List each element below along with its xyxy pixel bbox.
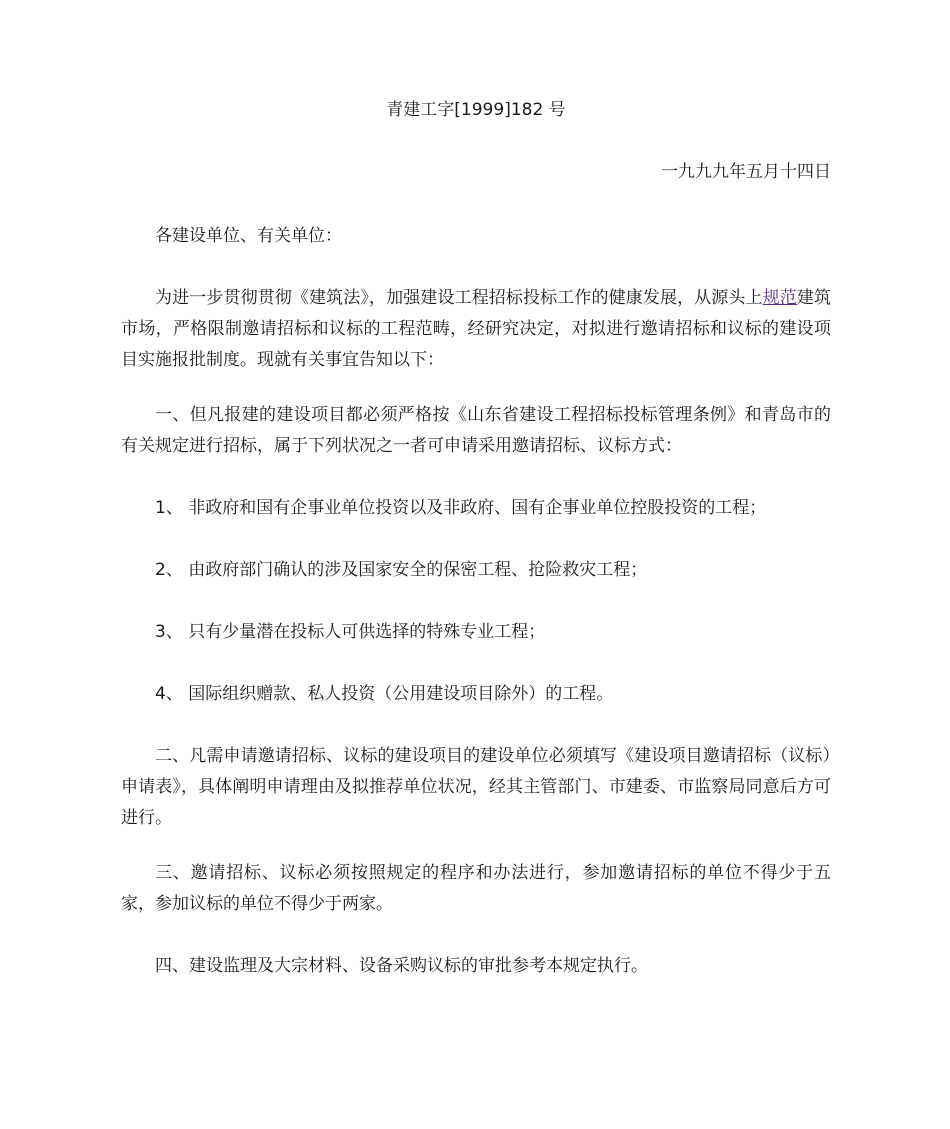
intro-paragraph xyxy=(121,283,831,376)
intro-text-before-link: 为进一步贯彻贯彻《建筑法》，加强建设工程招标投标工作的健康发展，从源头上 xyxy=(155,288,763,308)
section-2-paragraph: 二、凡需申请邀请招标、议标的建设项目的建设单位必须填写《建设项目邀请招标（议标）申请表》，具体阐明申请理由及拟推荐单位状况，经其主管部门、市建委、市监察局同意后方可进行。 xyxy=(121,746,831,828)
list-item-1: 1、 非政府和国有企事业单位投资以及非政府、国有企事业单位控股投资的工程； xyxy=(155,498,767,518)
intro-text-after-link: 建筑市场，严格限制邀请招标和议标的工程范畴，经研究决定，对拟进行邀请招标和议标的建设项目实施报批制度。现就有关事宜告知以下： xyxy=(121,288,832,370)
document-number: 青建工字[1999]182 号 xyxy=(386,100,566,120)
list-item-4: 4、 国际组织赠款、私人投资（公用建设项目除外）的工程。 xyxy=(155,684,614,704)
section-1-paragraph: 一、但凡报建的建设项目都必须严格按《山东省建设工程招标投标管理条例》和青岛市的有关规定进行招标，属于下列状况之一者可申请采用邀请招标、议标方式： xyxy=(121,405,831,456)
glossary-link[interactable]: 规范 xyxy=(762,288,797,308)
list-item-3: 3、 只有少量潜在投标人可供选择的特殊专业工程； xyxy=(155,622,546,642)
list-item-2: 2、 由政府部门确认的涉及国家安全的保密工程、抢险救灾工程； xyxy=(155,560,648,580)
section-3-paragraph: 三、邀请招标、议标必须按照规定的程序和办法进行，参加邀请招标的单位不得少于五家，参加议标的单位不得少于两家。 xyxy=(121,863,831,914)
document-date: 一九九九年五月十四日 xyxy=(661,162,831,182)
salutation: 各建设单位、有关单位： xyxy=(155,226,342,246)
section-4-paragraph: 四、建设监理及大宗材料、设备采购议标的审批参考本规定执行。 xyxy=(155,956,648,976)
